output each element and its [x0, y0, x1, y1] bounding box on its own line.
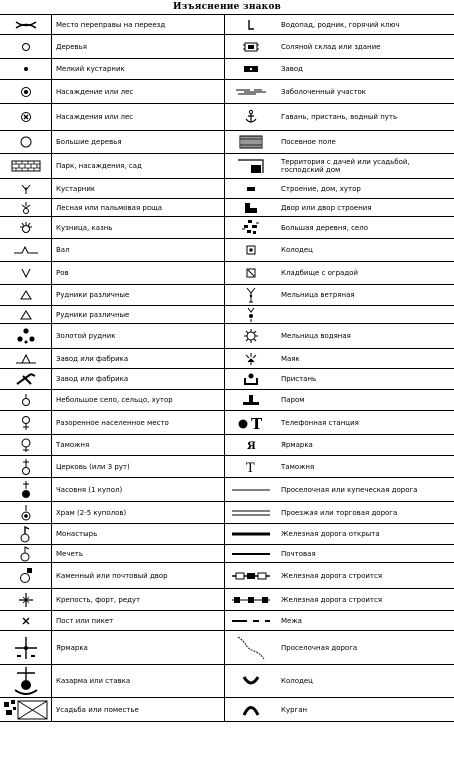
right-symbol-cell [225, 456, 277, 477]
legend-row [0, 544, 454, 562]
plantation-icon [20, 86, 32, 98]
legend-row [0, 455, 454, 477]
right-label: Заболоченный участок [281, 87, 367, 96]
left-label: Церковь (или 3 рут) [52, 456, 225, 477]
railway-building-icon [231, 571, 271, 581]
legend-row [0, 198, 454, 216]
mosque-icon [19, 545, 33, 562]
waterfall-icon [246, 19, 256, 31]
left-symbol-cell [0, 262, 52, 284]
barracks-icon [12, 666, 40, 696]
right-label: Двор или двор строения [281, 203, 372, 212]
legend-row [0, 588, 454, 610]
svg-text:Я: Я [247, 441, 256, 451]
left-symbol-cell [0, 285, 52, 305]
right-symbol-cell [225, 698, 277, 721]
left-symbol-cell [0, 324, 52, 348]
right-symbol-cell [225, 435, 277, 455]
ditch-icon [21, 268, 31, 278]
village-icon [241, 219, 261, 237]
left-label: Кузница, казнь [52, 217, 225, 238]
right-label: Железная дорога открыта [281, 530, 380, 538]
post-yard-icon [18, 567, 34, 585]
left-label: Монастырь [52, 524, 225, 544]
legend-row [0, 410, 454, 434]
left-symbol-cell [0, 698, 52, 721]
left-label: Каменный или почтовый двор [52, 563, 225, 588]
legend-row [0, 130, 454, 153]
path-icon [236, 635, 266, 661]
well-icon [242, 675, 260, 687]
right-label: Большая деревня, село [281, 223, 368, 232]
legend-table [0, 14, 454, 722]
right-label: Проселочная или купеческая дорога [281, 485, 418, 494]
right-symbol-cell [225, 390, 277, 410]
right-symbol-cell [225, 324, 277, 348]
legend-row [0, 610, 454, 630]
right-symbol-cell [225, 199, 277, 216]
country-road-icon [231, 487, 271, 493]
left-label: Рудники различные [52, 285, 225, 305]
yard-icon [244, 202, 258, 214]
legend-row [0, 501, 454, 523]
legend-row [0, 103, 454, 130]
right-label: Завод [281, 65, 304, 73]
left-label: Небольшое село, сельцо, хутор [52, 390, 225, 410]
left-label: Большие деревья [52, 131, 225, 153]
right-symbol-cell [225, 349, 277, 368]
customs2-icon [245, 460, 257, 474]
left-symbol-cell [0, 478, 52, 501]
legend-row [0, 434, 454, 455]
legend-row [0, 368, 454, 389]
legend-row [0, 284, 454, 305]
cemetery-icon [246, 268, 256, 278]
right-symbol-cell [225, 179, 277, 198]
right-label: Посевное поле [281, 138, 336, 146]
building-icon [246, 186, 256, 192]
right-symbol-cell [225, 502, 277, 523]
fair-icon [245, 439, 257, 451]
right-label: Колодец [281, 677, 313, 685]
right-label: Территория с дачей или усадьбой, господский дом [281, 158, 410, 174]
factory-icon [15, 353, 37, 365]
fortress-icon [18, 592, 34, 608]
right-symbol-cell [225, 239, 277, 261]
windmill2-icon [245, 307, 257, 323]
right-label: Паром [281, 396, 305, 404]
left-label: Усадьба или поместье [52, 698, 225, 721]
left-symbol-cell [0, 217, 52, 238]
left-symbol-cell [0, 435, 52, 455]
right-symbol-cell [225, 563, 277, 588]
watermill-icon [243, 328, 259, 344]
post-icon [22, 617, 30, 625]
legend-row [0, 79, 454, 103]
left-symbol-cell [0, 59, 52, 79]
right-label: Курган [281, 705, 308, 714]
right-symbol-cell [225, 35, 277, 58]
right-label: Почтовая [281, 549, 316, 558]
left-symbol-cell [0, 502, 52, 523]
right-symbol-cell [225, 545, 277, 562]
left-symbol-cell [0, 199, 52, 216]
right-symbol-cell [225, 306, 277, 323]
right-label: Ярмарка [281, 441, 313, 449]
fair-cross-icon [14, 636, 38, 660]
left-label: Насаждение или лес [52, 80, 225, 103]
big-trees-icon [20, 136, 32, 148]
legend-row [0, 323, 454, 348]
left-label: Крепость, форт, редут [52, 589, 225, 610]
left-label: Мечеть [52, 545, 225, 562]
left-label: Храм (2-5 куполов) [52, 502, 225, 523]
legend-row [0, 178, 454, 198]
svg-text:T: T [251, 414, 263, 431]
left-label: Деревья [52, 35, 225, 58]
gold-mine-icon [16, 327, 36, 345]
left-symbol-cell [0, 611, 52, 630]
railway-planned-icon [231, 596, 271, 604]
left-label: Кустарник [52, 179, 225, 198]
left-label: Парк, насаждения, сад [52, 154, 225, 178]
right-label: Кладбище с оградой [281, 269, 359, 277]
right-label: Железная дорога строится [281, 595, 383, 604]
legend-row [0, 477, 454, 501]
legend-row [0, 389, 454, 410]
legend-row [0, 153, 454, 178]
factory2-icon [15, 372, 37, 386]
left-label: Завод или фабрика [52, 349, 225, 368]
right-label: Проезжая или торговая дорога [281, 508, 398, 517]
post-road-icon [231, 551, 271, 557]
manor-icon [3, 699, 49, 721]
legend-title: Изъяснение знаков [172, 2, 282, 12]
right-symbol-cell [225, 262, 277, 284]
ruined-place-icon [20, 415, 32, 431]
mound-icon [242, 704, 260, 716]
right-label: Мельница водяная [281, 332, 351, 340]
chapel-icon [20, 480, 32, 500]
legend-row [0, 348, 454, 368]
temple-icon [20, 504, 32, 522]
left-symbol-cell [0, 179, 52, 198]
legend-row [0, 261, 454, 284]
pier-icon [243, 372, 259, 386]
customs-icon [20, 437, 32, 453]
left-symbol-cell [0, 131, 52, 153]
right-symbol-cell [225, 59, 277, 79]
legend-row [0, 34, 454, 58]
windmill-icon [245, 287, 257, 303]
right-label [277, 306, 454, 323]
left-symbol-cell [0, 589, 52, 610]
left-symbol-cell [0, 631, 52, 664]
left-symbol-cell [0, 239, 52, 261]
right-symbol-cell [225, 631, 277, 664]
right-label: Гавань, пристань, водный путь [281, 113, 398, 121]
left-label: Вал [52, 239, 225, 261]
right-symbol-cell [225, 154, 277, 178]
left-label: Разоренное населенное место [52, 411, 225, 434]
right-label: Водопад, родник, горячий ключ [281, 20, 400, 29]
left-symbol-cell [0, 154, 52, 178]
left-label: Казарма или ставка [52, 665, 225, 697]
right-symbol-cell [225, 285, 277, 305]
anchor-icon [245, 109, 257, 125]
right-symbol-cell [225, 131, 277, 153]
legend-row [0, 664, 454, 697]
svg-text:T: T [246, 460, 255, 474]
left-label: Рудники различные [52, 306, 225, 323]
right-label: Соляной склад или здание [281, 42, 381, 51]
left-symbol-cell [0, 349, 52, 368]
small-shrub-icon [23, 66, 29, 72]
left-symbol-cell [0, 456, 52, 477]
hamlet-icon [20, 393, 32, 407]
rampart-icon [13, 245, 39, 255]
left-symbol-cell [0, 563, 52, 588]
field-icon [239, 135, 263, 149]
left-label: Часовня (1 купол) [52, 478, 225, 501]
left-symbol-cell [0, 545, 52, 562]
right-label: Таможня [281, 462, 315, 471]
right-label: Мельница ветряная [281, 291, 355, 299]
left-symbol-cell [0, 15, 52, 34]
right-symbol-cell [225, 611, 277, 630]
telephone-icon [237, 415, 265, 431]
shrub-icon [20, 183, 32, 195]
right-symbol-cell [225, 104, 277, 130]
right-label: Пристань [281, 375, 317, 383]
church-icon [20, 458, 32, 476]
left-symbol-cell [0, 369, 52, 389]
right-symbol-cell [225, 217, 277, 238]
right-label: Строение, дом, хутор [281, 184, 361, 193]
left-symbol-cell [0, 80, 52, 103]
left-symbol-cell [0, 35, 52, 58]
park-icon [11, 160, 41, 172]
right-label: Телефонная станция [281, 418, 359, 427]
left-symbol-cell [0, 665, 52, 697]
left-label: Ярмарка [52, 631, 225, 664]
left-label: Золотой рудник [52, 324, 225, 348]
right-symbol-cell [225, 15, 277, 34]
right-label: Межа [281, 616, 302, 625]
left-label: Завод или фабрика [52, 369, 225, 389]
forest-icon [20, 111, 32, 123]
right-symbol-cell [225, 80, 277, 103]
left-label: Ров [52, 262, 225, 284]
legend-row [0, 630, 454, 664]
mine-icon [20, 290, 32, 300]
right-label: Железная дорога строится [281, 571, 383, 580]
left-symbol-cell [0, 306, 52, 323]
plant-icon [243, 65, 259, 73]
ford-icon [15, 20, 37, 30]
legend-row [0, 14, 454, 34]
right-symbol-cell [225, 369, 277, 389]
grove-icon [19, 201, 33, 215]
right-symbol-cell [225, 411, 277, 434]
boundary-icon [231, 618, 271, 624]
right-symbol-cell [225, 589, 277, 610]
left-label: Пост или пикет [52, 611, 225, 630]
right-symbol-cell [225, 665, 277, 697]
monastery-icon [19, 524, 33, 544]
left-symbol-cell [0, 390, 52, 410]
salt-warehouse-icon [243, 41, 259, 53]
legend-row [0, 58, 454, 79]
left-symbol-cell [0, 104, 52, 130]
lighthouse-icon [244, 352, 258, 366]
right-label: Колодец [281, 246, 313, 254]
right-label: Проселочная дорога [281, 643, 358, 652]
left-label: Насаждения или лес [52, 104, 225, 130]
left-label: Мелкий кустарник [52, 59, 225, 79]
legend-row [0, 562, 454, 588]
well-square-icon [246, 245, 256, 255]
legend-row [0, 523, 454, 544]
ferry-icon [242, 394, 260, 406]
legend-row [0, 697, 454, 722]
legend-row [0, 238, 454, 261]
trees-icon [21, 42, 31, 52]
right-symbol-cell [225, 478, 277, 501]
smithy-icon [19, 221, 33, 235]
legend-row [0, 305, 454, 323]
railway-open-icon [231, 531, 271, 537]
left-label: Лесная или пальмовая роща [52, 199, 225, 216]
left-symbol-cell [0, 524, 52, 544]
mine2-icon [20, 310, 32, 320]
marsh-icon [234, 87, 268, 97]
legend-row [0, 216, 454, 238]
right-symbol-cell [225, 524, 277, 544]
right-label: Маяк [281, 354, 300, 363]
left-symbol-cell [0, 411, 52, 434]
estate-icon [237, 158, 265, 174]
left-label: Место переправы на переезд [52, 15, 225, 34]
trade-road-icon [231, 509, 271, 517]
left-label: Таможня [52, 435, 225, 455]
